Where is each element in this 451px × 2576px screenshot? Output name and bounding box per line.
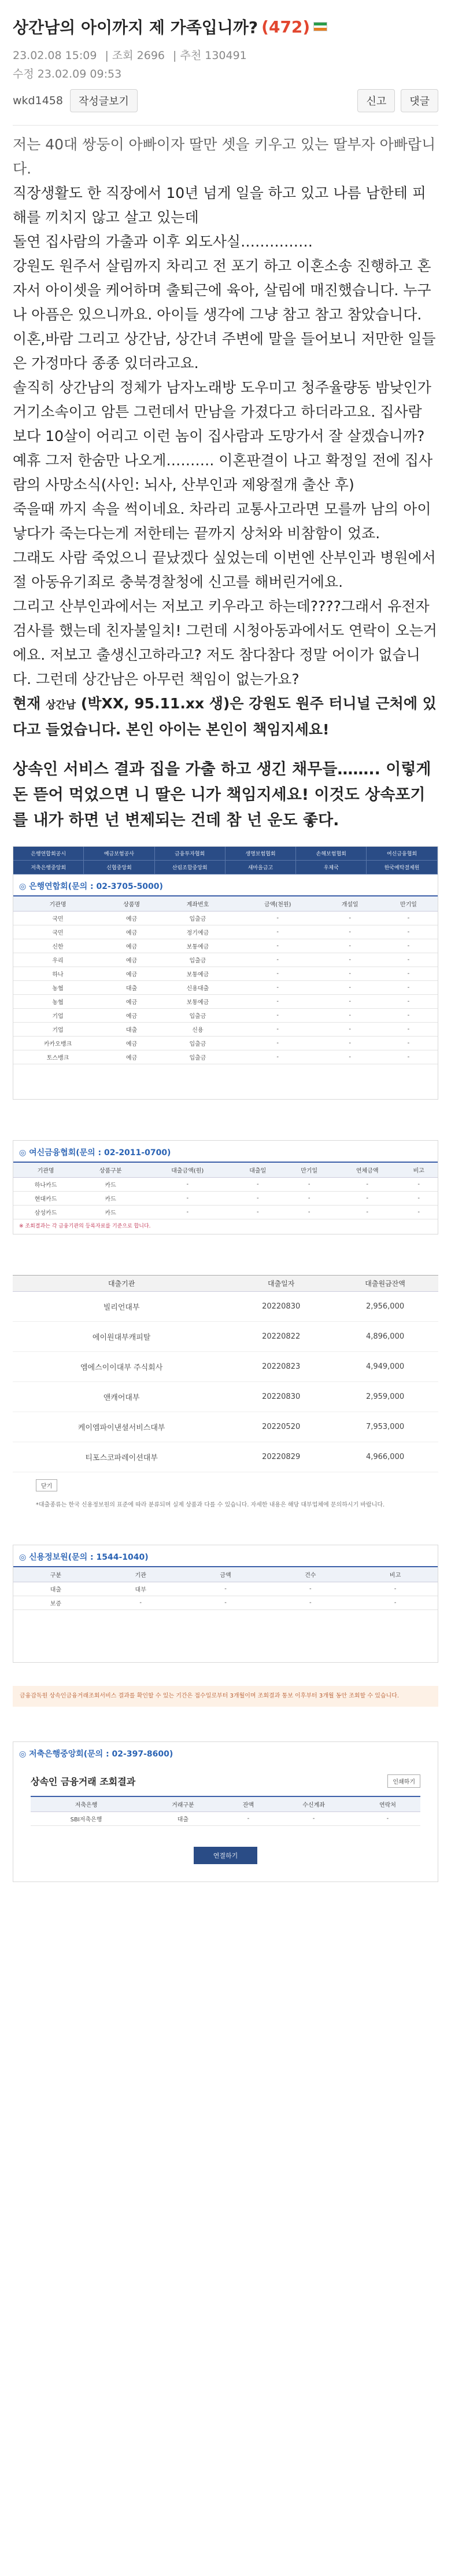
table-row: [13, 912, 438, 925]
table-cell: -: [272, 1812, 355, 1826]
table-cell: 예금: [102, 1009, 161, 1023]
table-cell: 삼성카드: [13, 1206, 78, 1219]
table-cell: 신한: [13, 939, 102, 953]
other-posts-button[interactable]: 작성글보기: [70, 89, 138, 112]
table-cell: 농협: [13, 995, 102, 1009]
table-cell: 예금: [102, 1050, 161, 1064]
table-row: [13, 1322, 438, 1352]
table-cell: -: [283, 1178, 335, 1192]
modified-date: 수정 23.02.09 09:53: [13, 68, 122, 80]
table-cell: 20220830: [230, 1292, 332, 1322]
table-cell: 20220520: [230, 1412, 332, 1442]
table-cell: 신용대출: [161, 981, 235, 995]
reply-button[interactable]: 댓글: [401, 89, 438, 112]
paragraph: 저는 40대 쌍둥이 아빠이자 딸만 셋을 키우고 있는 딸부자 아빠랍니다.: [13, 136, 436, 177]
table-cell: -: [143, 1192, 232, 1206]
card-screenshot: [13, 1140, 438, 1234]
small-bold: 상간남: [46, 699, 76, 711]
credit-table: [13, 1566, 438, 1610]
loan-screenshot: [13, 1275, 438, 1510]
table-cell: 보증: [13, 1596, 98, 1610]
table-cell: -: [235, 953, 321, 967]
column-header: 비고: [400, 1162, 438, 1178]
table-cell: 보통예금: [161, 967, 235, 981]
table-cell: -: [321, 1050, 379, 1064]
table-cell: -: [379, 953, 438, 967]
column-header: 구분: [13, 1567, 98, 1582]
table-cell: 입출금: [161, 1050, 235, 1064]
final-bold-paragraph: 상속인 서비스 결과 집을 가출 하고 생긴 채무들…….. 이렇게 돈 뜯어 먹었으면 니 딸은 니가 책임지세요! 이것도 상속포기를 내가 하면 넌 변제되는 건데 참 넌 운도 좋다.: [13, 760, 431, 829]
table-cell: -: [353, 1582, 438, 1596]
post-content: [0, 126, 451, 833]
table-row: [13, 925, 438, 939]
column-header: 대출금액(원): [143, 1162, 232, 1178]
table-cell: 20220822: [230, 1322, 332, 1352]
post-header: [0, 0, 451, 126]
author-name[interactable]: wkd1458: [13, 94, 63, 107]
section-title: ◎ 신용정보원(문의 : 1544-1040): [19, 1553, 149, 1562]
table-cell: 20220830: [230, 1382, 332, 1412]
table-cell: 예금: [102, 1037, 161, 1050]
table-cell: 하나카드: [13, 1178, 78, 1192]
nav-item[interactable]: 손해보험협회: [296, 847, 367, 861]
column-header: 기관명: [13, 896, 102, 912]
table-cell: -: [400, 1206, 438, 1219]
table-cell: 우리: [13, 953, 102, 967]
column-header: 비고: [353, 1567, 438, 1582]
paragraph: 돌연 집사람의 가출과 이후 외도사실……………: [13, 233, 313, 250]
nav-item[interactable]: 여신금융협회: [367, 847, 437, 861]
table-cell: -: [379, 967, 438, 981]
table-cell: 현대카드: [13, 1192, 78, 1206]
table-cell: -: [335, 1206, 400, 1219]
table-cell: -: [379, 1009, 438, 1023]
table-cell: -: [379, 1050, 438, 1064]
table-cell: -: [224, 1812, 273, 1826]
table-cell: -: [143, 1178, 232, 1192]
table-cell: 하나: [13, 967, 102, 981]
table-cell: 7,953,000: [332, 1412, 438, 1442]
table-row: [13, 995, 438, 1009]
table-cell: 카카오뱅크: [13, 1037, 102, 1050]
table-cell: -: [235, 1050, 321, 1064]
table-cell: -: [268, 1582, 353, 1596]
column-header: 만기일: [379, 896, 438, 912]
column-header: 대출일: [232, 1162, 283, 1178]
paragraph: 이혼,바람 그리고 상간남, 상간녀 주변에 말을 들어보니 저만한 일들은 가정마다 종종 있더라고요.: [13, 330, 436, 372]
column-header: 잔액: [224, 1796, 273, 1812]
table-cell: 토스뱅크: [13, 1050, 102, 1064]
table-cell: 입출금: [161, 912, 235, 925]
table-cell: 보통예금: [161, 995, 235, 1009]
table-cell: 정기예금: [161, 925, 235, 939]
table-cell: -: [235, 967, 321, 981]
paragraph: 직장생활도 한 직장에서 10년 넘게 일을 하고 있고 나름 남한테 피해를 끼치지 않고 살고 있는데: [13, 185, 427, 226]
report-button[interactable]: 신고: [357, 89, 395, 112]
nav-item[interactable]: 저축은행중앙회: [13, 861, 84, 874]
paragraph: 강원도 원주서 살림까지 차리고 전 포기 하고 이혼소송 진행하고 혼자서 아이셋을 케어하며 출퇴근에 육아, 살림에 매진했습니다. 누구나 아픔은 있으니까요. 아이들 생각에 그냥 참고 참고 참았습니다.: [13, 258, 431, 323]
table-cell: 대출: [102, 1023, 161, 1037]
table-cell: 엠에스이이대부 주식회사: [13, 1352, 230, 1382]
table-row: [13, 1023, 438, 1037]
table-row: [13, 1192, 438, 1206]
nav-item[interactable]: 은행연합회공시: [13, 847, 84, 861]
nav-item[interactable]: 금융투자협회: [155, 847, 226, 861]
column-header: 수신계좌: [272, 1796, 355, 1812]
table-cell: 20220823: [230, 1352, 332, 1382]
table-cell: -: [321, 1037, 379, 1050]
card-note: ※ 조회결과는 각 금융기관의 등록자료를 기준으로 합니다.: [19, 1223, 151, 1229]
table-cell: 농협: [13, 981, 102, 995]
table-cell: 예금: [102, 967, 161, 981]
flag-icon: [313, 22, 327, 31]
column-header: 금액(천원): [235, 896, 321, 912]
table-row: [13, 981, 438, 995]
bank-table: [13, 895, 438, 1064]
nav-item[interactable]: 예금보험공사: [84, 847, 154, 861]
table-cell: -: [335, 1192, 400, 1206]
nav-item[interactable]: 우체국: [296, 861, 367, 874]
table-row: [13, 1009, 438, 1023]
post-meta: [13, 46, 438, 83]
nav-item[interactable]: 신협중앙회: [84, 861, 154, 874]
card-table: [13, 1162, 438, 1219]
section-title: ◎ 은행연합회(문의 : 02-3705-5000): [19, 882, 163, 891]
loan-table: [13, 1275, 438, 1472]
table-cell: -: [235, 1009, 321, 1023]
table-cell: -: [283, 1192, 335, 1206]
table-cell: -: [321, 981, 379, 995]
table-cell: -: [235, 925, 321, 939]
table-cell: 카드: [78, 1178, 143, 1192]
credit-warning: 금융감독원 상속인금융거래조회서비스 결과를 확인할 수 있는 기간은 접수일로부터 3개월이며 조회결과 통보 이후부터 3개월 동안 조회할 수 있습니다.: [13, 1686, 438, 1707]
table-cell: -: [235, 995, 321, 1009]
table-cell: -: [98, 1596, 183, 1610]
column-header: 개설일: [321, 896, 379, 912]
table-cell: -: [335, 1178, 400, 1192]
table-cell: -: [183, 1582, 268, 1596]
table-cell: -: [321, 1023, 379, 1037]
saving-screenshot: [13, 1741, 438, 1882]
paragraph: 그래도 사람 죽었으니 끝났겠다 싶었는데 이번엔 산부인과 병원에서 절 아동유기죄로 충북경찰청에 신고를 해버린거에요.: [13, 549, 436, 590]
association-nav: [13, 847, 438, 874]
table-row: [13, 1292, 438, 1322]
table-cell: -: [379, 995, 438, 1009]
author-row: [13, 89, 438, 126]
table-cell: -: [232, 1178, 283, 1192]
table-cell: 케이엠파이낸셜서비스대부: [13, 1412, 230, 1442]
table-cell: 예금: [102, 995, 161, 1009]
table-cell: 4,896,000: [332, 1322, 438, 1352]
table-row: [13, 1596, 438, 1610]
paragraph: 죽을때 까지 속을 썩이네요. 차라리 교통사고라면 모를까 남의 아이 낳다가 죽는다는게 저한테는 끝까지 상처와 비참함이 었죠.: [13, 501, 431, 542]
table-row: [13, 1050, 438, 1064]
table-cell: 신용: [161, 1023, 235, 1037]
table-cell: 빌리언대부: [13, 1292, 230, 1322]
column-header: 상품명: [102, 896, 161, 912]
loan-footnote: *대출종류는 한국 신용정보원의 표준에 따라 분류되며 실제 상품과 다를 수 있습니다. 자세한 내용은 해당 대부업체에 문의하시기 바랍니다.: [36, 1502, 385, 1508]
table-row: [13, 1582, 438, 1596]
table-row: [13, 939, 438, 953]
paragraph: 그리고 산부인과에서는 저보고 키우라고 하는데????그래서 유전자 검사를 했는데 친자불일치! 그런데 시청아동과에서도 연락이 오는거에요. 저보고 출생신고하라고? 저도 참다참다 정말 어이가 없습니다. 그런데 상간남은 아무런 책임이 없는가요?: [13, 598, 437, 688]
column-header: 연체금액: [335, 1162, 400, 1178]
paragraph: 솔직히 상간남의 정체가 남자노래방 도우미고 청주율량동 밤낮인가 거기소속이고 암튼 그런데서 만남을 가졌다고 하더라고요. 집사람 보다 10살이 어리고 이런 놈이 집사람과 도망가서 잘 살겠습니까?: [13, 379, 431, 444]
table-cell: 대출: [13, 1582, 98, 1596]
table-cell: 기업: [13, 1009, 102, 1023]
table-cell: -: [379, 939, 438, 953]
column-header: 기관명: [13, 1162, 78, 1178]
confirm-button[interactable]: 연결하기: [194, 1847, 257, 1864]
table-row: [13, 1412, 438, 1442]
table-cell: 보통예금: [161, 939, 235, 953]
table-cell: -: [183, 1596, 268, 1610]
nav-item[interactable]: 한국예탁결제원: [367, 861, 437, 874]
table-cell: -: [379, 1037, 438, 1050]
table-cell: 에이원대부캐피탈: [13, 1322, 230, 1352]
table-cell: -: [235, 1023, 321, 1037]
column-header: 대출일자: [230, 1276, 332, 1292]
table-cell: -: [232, 1192, 283, 1206]
paragraph: 예휴 그저 한숨만 나오게………. 이혼판결이 나고 확정일 전에 집사람의 사망소식(사인: 뇌사, 산부인과 제왕절개 출산 후): [13, 452, 433, 493]
result-title: 상속인 금융거래 조회결과: [31, 1776, 136, 1787]
bank-screenshot: [13, 846, 438, 1100]
table-cell: 예금: [102, 953, 161, 967]
table-cell: -: [400, 1192, 438, 1206]
close-button[interactable]: 닫기: [36, 1479, 57, 1491]
table-row: [13, 1382, 438, 1412]
table-cell: 대출: [102, 981, 161, 995]
table-cell: 입출금: [161, 1037, 235, 1050]
post-title: 상간남의 아이까지 제 가족입니까?: [13, 18, 258, 37]
section-title: ◎ 저축은행중앙회(문의 : 02-397-8600): [19, 1750, 173, 1759]
column-header: 저축은행: [31, 1796, 142, 1812]
table-cell: 국민: [13, 925, 102, 939]
table-cell: 예금: [102, 912, 161, 925]
table-cell: -: [321, 953, 379, 967]
table-cell: -: [283, 1206, 335, 1219]
table-cell: 예금: [102, 925, 161, 939]
table-cell: 4,966,000: [332, 1442, 438, 1472]
column-header: 연락처: [355, 1796, 420, 1812]
recommend-count: | 추천 130491: [173, 49, 247, 62]
bold-paragraph: [13, 692, 438, 742]
table-row: [13, 1442, 438, 1472]
column-header: 금액: [183, 1567, 268, 1582]
table-row: [13, 967, 438, 981]
table-cell: -: [321, 995, 379, 1009]
nav-item[interactable]: 생명보험협회: [226, 847, 296, 861]
table-row: [13, 1206, 438, 1219]
saving-table: [31, 1796, 420, 1826]
table-cell: -: [232, 1206, 283, 1219]
section-title: ◎ 여신금융협회(문의 : 02-2011-0700): [19, 1148, 171, 1157]
table-cell: -: [235, 912, 321, 925]
credit-screenshot: [13, 1545, 438, 1663]
table-cell: 대출: [142, 1812, 224, 1826]
table-cell: -: [321, 1009, 379, 1023]
table-cell: 카드: [78, 1206, 143, 1219]
print-button[interactable]: 인쇄하기: [387, 1774, 420, 1788]
table-row: [13, 953, 438, 967]
table-row: [13, 1352, 438, 1382]
table-cell: 입출금: [161, 953, 235, 967]
table-cell: -: [379, 1023, 438, 1037]
table-cell: -: [321, 912, 379, 925]
table-cell: -: [379, 912, 438, 925]
column-header: 대출원금잔액: [332, 1276, 438, 1292]
table-cell: -: [235, 1037, 321, 1050]
post-title-row: [13, 15, 438, 38]
column-header: 계좌번호: [161, 896, 235, 912]
table-cell: -: [379, 981, 438, 995]
table-cell: 2,959,000: [332, 1382, 438, 1412]
column-header: 기관: [98, 1567, 183, 1582]
table-cell: -: [143, 1206, 232, 1219]
column-header: 상품구분: [78, 1162, 143, 1178]
table-cell: 티포스코파레이션대부: [13, 1442, 230, 1472]
column-header: 만기일: [283, 1162, 335, 1178]
comment-count[interactable]: (472): [261, 17, 310, 36]
table-cell: SBI저축은행: [31, 1812, 142, 1826]
table-cell: 대부: [98, 1582, 183, 1596]
table-row: [13, 1178, 438, 1192]
table-cell: 입출금: [161, 1009, 235, 1023]
table-cell: -: [353, 1596, 438, 1610]
table-cell: -: [235, 981, 321, 995]
table-cell: 2,956,000: [332, 1292, 438, 1322]
table-cell: -: [355, 1812, 420, 1826]
column-header: 건수: [268, 1567, 353, 1582]
table-cell: 예금: [102, 939, 161, 953]
table-cell: 카드: [78, 1192, 143, 1206]
table-row: [31, 1812, 420, 1826]
column-header: 대출기관: [13, 1276, 230, 1292]
table-cell: -: [379, 925, 438, 939]
table-cell: -: [321, 967, 379, 981]
table-cell: -: [321, 939, 379, 953]
table-cell: 20220829: [230, 1442, 332, 1472]
view-count: | 조회 2696: [105, 49, 165, 62]
table-cell: 기업: [13, 1023, 102, 1037]
table-row: [13, 1037, 438, 1050]
table-cell: -: [321, 925, 379, 939]
bold-prefix: 현재: [13, 695, 41, 712]
table-cell: -: [268, 1596, 353, 1610]
table-cell: 4,949,000: [332, 1352, 438, 1382]
bold-rest: (박XX, 95.11.xx 생)은 강원도 원주 터니널 근처에 있다고 들었습니다. 본인 아이는 본인이 책임지세요!: [13, 695, 437, 738]
nav-item[interactable]: 산림조합중앙회: [155, 861, 226, 874]
table-cell: -: [235, 939, 321, 953]
table-cell: 앤캐어대부: [13, 1382, 230, 1412]
post-date: 23.02.08 15:09: [13, 49, 97, 62]
table-cell: 국민: [13, 912, 102, 925]
table-cell: -: [400, 1178, 438, 1192]
column-header: 거래구분: [142, 1796, 224, 1812]
nav-item[interactable]: 새마을금고: [226, 861, 296, 874]
